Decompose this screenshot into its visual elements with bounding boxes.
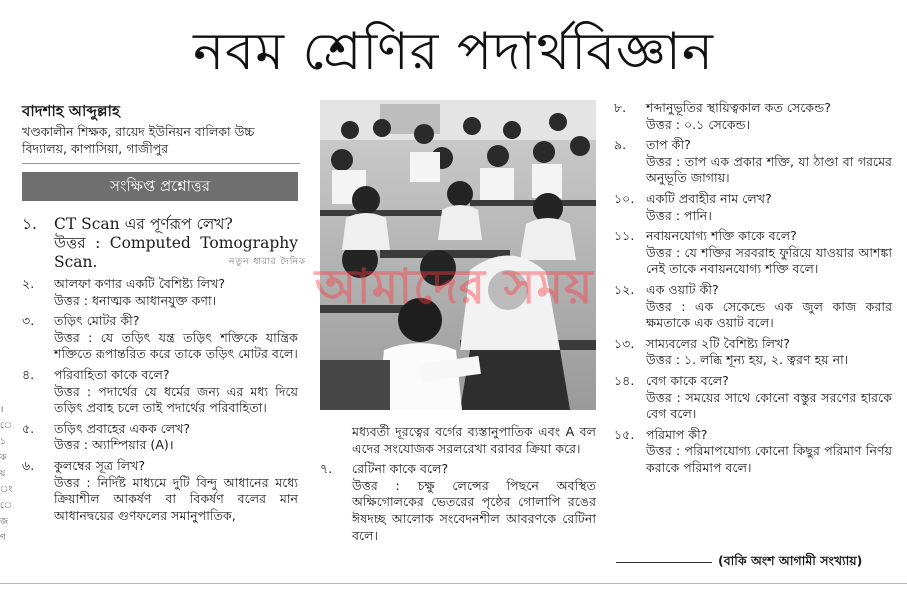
watermark-logo: আমাদের সময় — [314, 259, 594, 315]
question: আলফা কণার একটি বৈশিষ্ট্য লিখ? — [54, 276, 226, 291]
adjacent-page-edge: । ে ১ ক য় ং ে জ গ — [0, 405, 13, 543]
question: CT Scan এর পূর্ণরূপ লেখ? — [54, 215, 233, 233]
answer: উত্তর : Computed Tomography Scan. — [54, 234, 298, 271]
answer: উত্তর : যে তড়িৎ যন্ত্র তড়িৎ শক্তিকে যান্ত্রিক শক্তিতে রূপান্তরিত করে তাকে তড়িৎ মোটর বলে। — [54, 329, 298, 362]
item-body — [54, 458, 298, 524]
list-item — [614, 427, 892, 477]
item-number: ২. — [22, 276, 35, 291]
list-item — [614, 228, 892, 278]
item-number: ৫. — [22, 420, 35, 436]
item-body — [646, 336, 892, 369]
headline: নবম শ্রেণির পদার্থবিজ্ঞান — [193, 22, 714, 82]
list-item-continuation — [320, 424, 596, 457]
item-body — [646, 100, 892, 133]
item-number: ১৩. — [614, 335, 635, 351]
list-item — [22, 421, 298, 454]
item-body — [646, 191, 892, 224]
item-number: ১৪. — [614, 372, 635, 388]
item-number: ৩. — [22, 313, 35, 329]
list-item — [22, 367, 298, 417]
answer: উত্তর : তাপ এক প্রকার শক্তি, যা ঠাণ্ডা বা গরমের অনুভূতি জাগায়। — [646, 153, 892, 186]
answer: উত্তর : পরিমাপযোগ্য কোনো কিছুর পরিমাণ নির্ণয় করাকে পরিমাপ বলে। — [646, 443, 892, 475]
item-body — [54, 367, 298, 417]
list-item — [614, 100, 892, 133]
item-number: ১৫. — [614, 426, 635, 442]
item-number: ১২. — [614, 281, 635, 297]
section-title: সংক্ষিপ্ত প্রশ্নোত্তর — [22, 172, 298, 201]
author-name: বাদশাহ আব্দুল্লাহ — [22, 102, 120, 120]
author-affiliation: খণ্ডকালীন শিক্ষক, রায়েদ ইউনিয়ন বালিকা উচ্চ বিদ্যালয়, কাপাসিয়া, গাজীপুর — [22, 124, 255, 156]
middle-column — [320, 424, 596, 548]
list-item — [22, 458, 298, 524]
list-item — [320, 461, 596, 544]
question: একটি প্রবাহীর নাম লেখ? — [646, 190, 772, 206]
question: কুলম্বের সূত্র লিখ? — [54, 457, 146, 473]
watermark-tagline: নতুন ধারার দৈনিক — [229, 257, 306, 267]
item-number: ৬. — [22, 457, 35, 473]
list-item — [614, 282, 892, 332]
answer: উত্তর : ১. লব্ধি শূন্য হয়, ২. ত্বরণ হয় না। — [646, 352, 849, 368]
question: তড়িৎ প্রবাহের একক লেখ? — [54, 420, 191, 436]
item-body — [54, 276, 298, 309]
page-bottom-rule — [0, 583, 907, 584]
answer: উত্তর : নির্দিষ্ট মাধ্যমে দুটি বিন্দু আধানের মধ্যে ক্রিয়াশীল আকর্ষণ বা বিকর্ষণ বলের মান আধানদ্বয়ের গুণফলের সমানুপাতিক, — [54, 474, 298, 523]
item-body — [646, 137, 892, 187]
item-number: ৪. — [22, 366, 35, 382]
item-body — [54, 313, 298, 363]
item-number: ১০. — [614, 190, 635, 206]
footer-divider — [616, 562, 712, 563]
question: শব্দানুভূতির স্থায়িত্বকাল কত সেকেন্ড? — [646, 100, 831, 115]
item-body — [352, 461, 596, 544]
item-number: ৮. — [614, 100, 627, 115]
list-item — [614, 191, 892, 224]
list-item — [22, 276, 298, 309]
list-item — [614, 137, 892, 187]
question: পরিবাহিতা কাকে বলে? — [54, 366, 170, 382]
question: বেগ কাকে বলে? — [646, 372, 729, 388]
question: এক ওয়াট কী? — [646, 281, 719, 297]
answer: উত্তর : ধনাত্মক আধানযুক্ত কণা। — [54, 292, 217, 308]
answer: উত্তর : পদার্থের যে ধর্মের জন্য এর মধ্য দিয়ে তড়িৎ প্রবাহ চলে তাই পদার্থের পরিবাহিতা। — [54, 383, 298, 416]
item-number: ৯. — [614, 137, 627, 153]
question: নবায়নযোগ্য শক্তি কাকে বলে? — [646, 228, 797, 244]
question: সাম্যবলের ২টি বৈশিষ্ট্য লিখ? — [646, 335, 790, 351]
answer: উত্তর : যে শক্তির সরবরাহ ফুরিয়ে যাওয়ার আশঙ্কা নেই তাকে নবায়নযোগ্য শক্তি বলে। — [646, 244, 892, 277]
answer: উত্তর : চক্ষু লেন্সের পিছনে অবস্থিত অক্ষিগোলকের ভেতরের পৃষ্ঠের গোলাপি রঙের ঈষদচ্ছ আলোক সংবেদনশীল আবরণকে রেটিনা বলে। — [352, 477, 596, 543]
item-number: ১১. — [614, 228, 635, 244]
item-number: ১. — [22, 215, 37, 233]
continued-answer: মধ্যবর্তী দূরত্বের বর্গের ব্যস্তানুপাতিক এবং A বল এদের সংযোজক সরলরেখা বরাবর ক্রিয়া করে। — [352, 424, 596, 456]
answer: উত্তর : সময়ের সাথে কোনো বস্তুর সরণের হারকে বেগ বলে। — [646, 389, 892, 422]
answer: উত্তর : এক সেকেন্ডে এক জুল কাজ করার ক্ষমতাকে এক ওয়াট বলে। — [646, 298, 892, 331]
author-divider — [22, 163, 300, 164]
right-column — [614, 100, 892, 480]
item-body — [646, 282, 892, 332]
question: তাপ কী? — [646, 137, 691, 153]
answer: উত্তর : ০.১ সেকেন্ড। — [646, 116, 751, 132]
list-item — [22, 313, 298, 363]
item-body — [54, 421, 298, 454]
exam-hall-photo — [320, 100, 596, 410]
list-item — [614, 336, 892, 369]
question: রেটিনা কাকে বলে? — [352, 461, 449, 477]
continued-note: (বাকি অংশ আগামী সংখ্যায়) — [718, 553, 863, 568]
answer: উত্তর : অ্যাম্পিয়ার (A)। — [54, 437, 174, 453]
question: তড়িৎ মোটর কী? — [54, 313, 140, 329]
item-body — [646, 427, 892, 477]
author-block — [22, 102, 300, 157]
item-body — [646, 228, 892, 278]
item-body — [646, 373, 892, 423]
list-item — [614, 373, 892, 423]
students-photo-illustration — [320, 100, 596, 410]
item-number: ৭. — [320, 461, 333, 477]
question: পরিমাপ কী? — [646, 426, 708, 442]
answer: উত্তর : পানি। — [646, 207, 712, 223]
